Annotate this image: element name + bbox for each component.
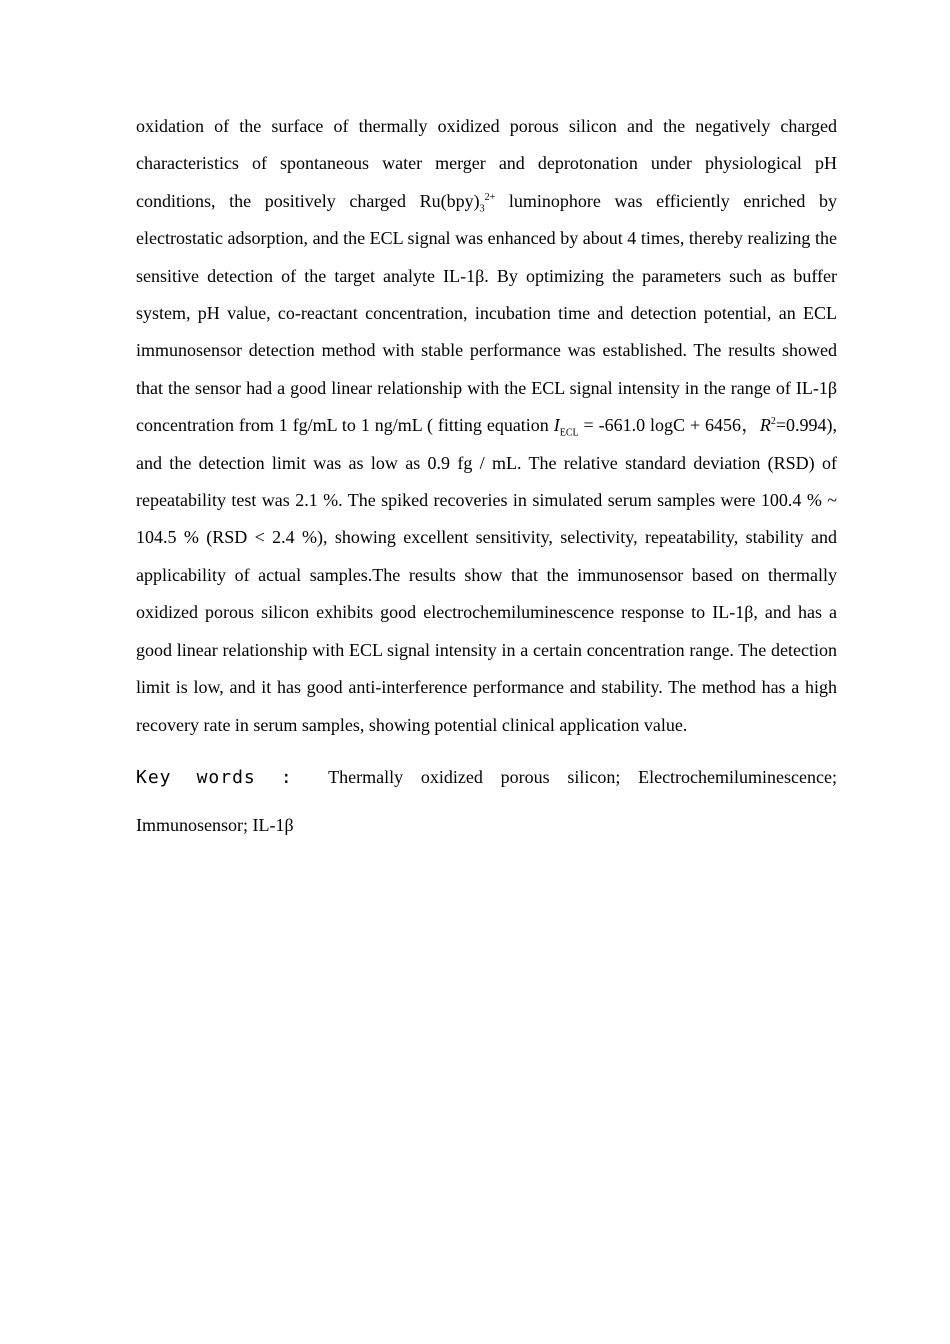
keywords-label: Key words : <box>136 766 293 788</box>
keywords-line-1 <box>136 754 837 801</box>
equation-intensity-symbol: I <box>553 415 560 436</box>
keywords-list-2: Immunosensor; IL-1β <box>136 814 294 835</box>
abstract-paragraph <box>136 108 837 744</box>
keywords-list-1: Thermally oxidized porous silicon; Electrochemiluminescence; <box>328 766 837 787</box>
equation-intensity-subscript: ECL <box>559 427 579 439</box>
abstract-text-4: =0.994), and the detection limit was as low as 0.9 fg / mL. The relative standard deviation (RSD) of repeatability test was 2.1 %. The spiked recoveries in simulated serum samples were 100.4 % ~ 104.5 % (RSD < 2.4 %), showing excellent sensitivity, selectivity, repeatability, stability and applicability of actual samples.The results show that the immunosensor based on thermally oxidized porous silicon exhibits good electrochemiluminescence response to IL-1β, and has a good linear relationship with ECL signal intensity in a certain concentration range. The detection limit is low, and it has good anti-interference performance and stability. The method has a high recovery rate in serum samples, showing potential clinical application value. <box>136 415 837 735</box>
keywords-section <box>136 754 837 849</box>
superscript-charge: 2+ <box>484 191 496 203</box>
equation-r-superscript: 2 <box>770 416 776 428</box>
subscript-3: 3 <box>479 203 485 215</box>
equation-r-symbol: R <box>759 415 771 436</box>
abstract-text-2: luminophore was efficiently enriched by electrostatic adsorption, and the ECL signal was enhanced by about 4 times, thereby realizing the sensitive detection of the target analyte IL-1β. By optimizing the parameters such as buffer system, pH value, co-reactant concentration, incubation time and detection potential, an ECL immunosensor detection method with stable performance was established. The results showed that the sensor had a good linear relationship with the ECL signal intensity in the range of IL-1β concentration from 1 fg/mL to 1 ng/mL ( fitting equation <box>136 190 838 436</box>
abstract-text-3: = -661.0 logC + 6456， <box>578 415 760 436</box>
abstract-text-1: oxidation of the surface of thermally oxidized porous silicon and the negatively charged characteristics of spontaneous water merger and deprotonation under physiological pH conditions, the positively charged Ru(bpy) <box>136 116 837 211</box>
document-page <box>136 108 837 849</box>
